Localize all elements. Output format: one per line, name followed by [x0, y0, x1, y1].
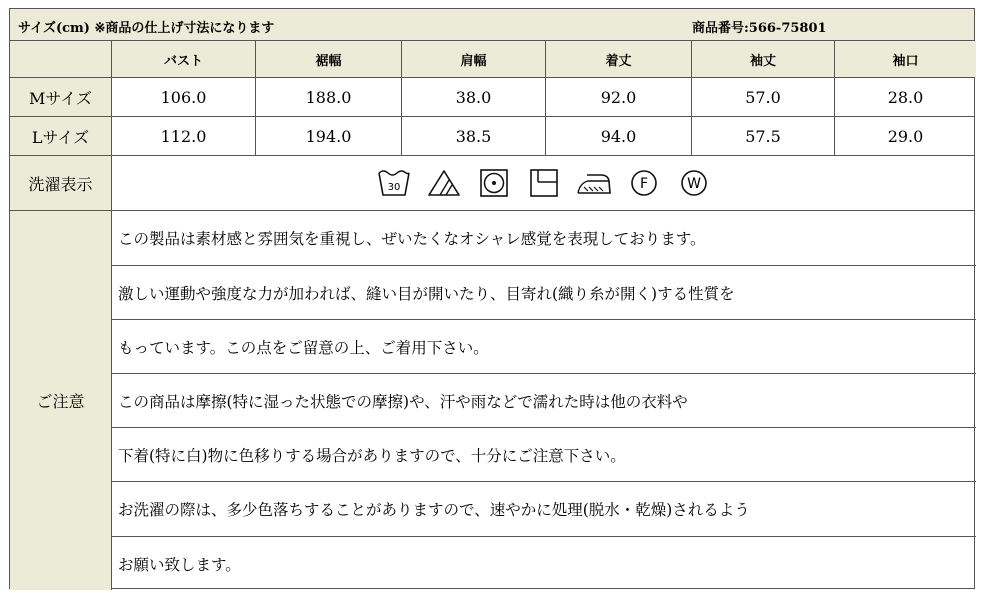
corner-cell [10, 41, 111, 77]
note-line: お願い致します。 [112, 536, 976, 590]
column-header-row [10, 40, 974, 77]
row-label-l: Lサイズ [10, 117, 111, 155]
care-label: 洗濯表示 [10, 156, 111, 210]
care-icons [376, 167, 712, 199]
cell-value: 57.0 [691, 78, 834, 116]
cell-value: 188.0 [255, 78, 401, 116]
svg-text:30: 30 [387, 182, 401, 193]
cell-value: 194.0 [255, 117, 401, 155]
size-title: サイズ(cm) ※商品の仕上げ寸法になります [18, 21, 275, 36]
table-row [10, 116, 974, 155]
care-icons-cell [111, 156, 976, 210]
note-line: もっています。この点をご留意の上、ご着用下さい。 [112, 319, 976, 373]
cell-value: 106.0 [111, 78, 255, 116]
svg-text:W: W [687, 176, 701, 192]
notes-section [10, 210, 974, 590]
line-dry-icon [526, 167, 562, 199]
cell-value: 92.0 [545, 78, 691, 116]
notes-lines [111, 211, 976, 590]
svg-text:F: F [639, 176, 649, 192]
note-line: お洗濯の際は、多少色落ちすることがありますので、速やかに処理(脱水・乾燥)されるよう [112, 481, 976, 536]
wash-30-icon [376, 167, 412, 199]
product-number: 商品番号:566-75801 [692, 21, 827, 36]
notes-label: ご注意 [10, 211, 111, 590]
cell-value: 38.5 [401, 117, 545, 155]
note-line: 激しい運動や強度な力が加われば、縫い目が開いたり、目寄れ(織り糸が開く)する性質を [112, 265, 976, 319]
note-line: この製品は素材感と雰囲気を重視し、ぜいたくなオシャレ感覚を表現しております。 [118, 230, 706, 248]
col-sleeve-length: 袖丈 [691, 41, 834, 77]
dryclean-f-icon [626, 167, 662, 199]
cell-value: 28.0 [834, 78, 976, 116]
cell-value: 94.0 [545, 117, 691, 155]
cell-value: 38.0 [401, 78, 545, 116]
bleach-triangle-icon [426, 167, 462, 199]
title-bar [10, 9, 974, 40]
note-line: 下着(特に白)物に色移りする場合がありますので、十分にご注意下さい。 [112, 427, 976, 481]
table-row [10, 77, 974, 116]
col-bust: バスト [111, 41, 255, 77]
col-cuff: 袖口 [834, 41, 976, 77]
wetclean-w-icon [676, 167, 712, 199]
note-line: この商品は摩擦(特に湿った状態での摩擦)や、汗や雨などで濡れた時は他の衣料や [112, 373, 976, 427]
cell-value: 57.5 [691, 117, 834, 155]
iron-icon [576, 167, 612, 199]
cell-value: 29.0 [834, 117, 976, 155]
size-care-table [9, 8, 975, 589]
care-row [10, 155, 974, 210]
col-shoulder-width: 肩幅 [401, 41, 545, 77]
row-label-m: Mサイズ [10, 78, 111, 116]
col-hem-width: 裾幅 [255, 41, 401, 77]
tumble-dry-icon [476, 167, 512, 199]
cell-value: 112.0 [111, 117, 255, 155]
col-length: 着丈 [545, 41, 691, 77]
